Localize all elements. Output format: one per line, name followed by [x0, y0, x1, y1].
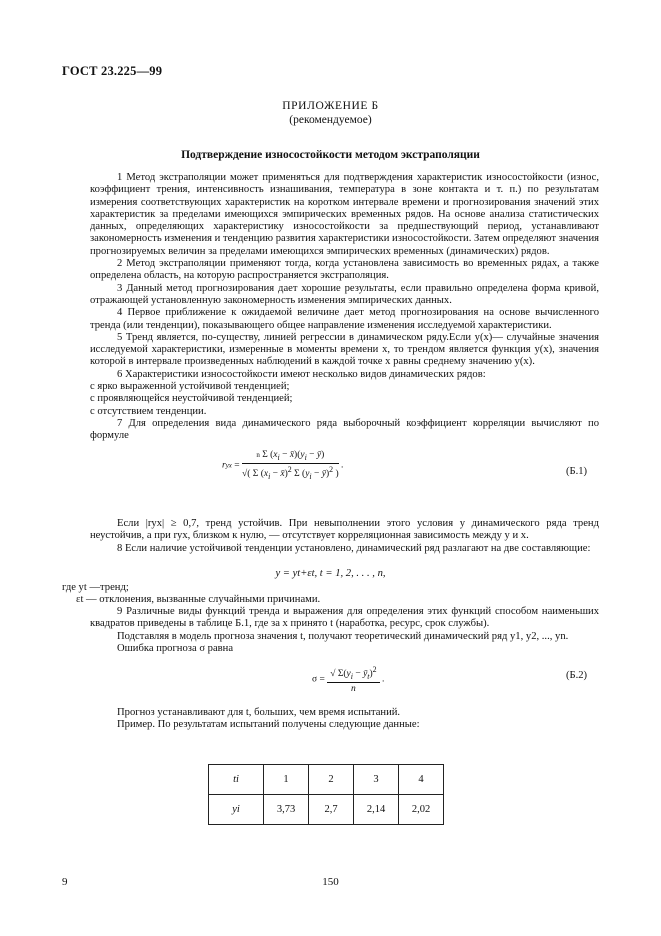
paragraph-9: 9 Различные виды функций тренда и выражения для определения этих функций способом наименьших квадратов приведены в таблице Б.1, где за x принято t (наработка, ресурс, срок службы). — [90, 606, 599, 630]
list-item: с отсутствием тенденции. — [90, 405, 207, 417]
paragraph-3: 3 Данный метод прогнозирования дает хорошие результаты, если правильно определена форма кривой, отражающей установленную закономерность изменения эмпирических данных. — [90, 282, 599, 306]
where-deviation: εt — отклонения, вызванные случайными причинами. — [76, 594, 321, 606]
appendix-title: ПРИЛОЖЕНИЕ Б — [282, 100, 379, 112]
body-block-3 — [62, 582, 599, 607]
table-cell: 2 — [309, 765, 354, 795]
table-row — [209, 765, 444, 795]
table-cell: 2,7 — [309, 795, 354, 825]
list-item: с ярко выраженной устойчивой тенденцией; — [90, 381, 290, 393]
formula-b2: σ = $\frac{√ \Sigma(y_i - ȳ_t)^2}{n}$ . — [312, 665, 385, 695]
paragraph-6: 6 Характеристики износостойкости имеют несколько видов динамических рядов: — [117, 368, 486, 380]
formula-b2-number: (Б.2) — [566, 670, 588, 681]
paragraph-1: 1 Метод экстраполяции может применяться для подтверждения характеристик износостойкости (износ, коэффициент трения, интенсивность изнашивания, температура в зоне контакта и т. п.) по результатам измерения соответствующих характеристик на коротком интервале времени и прогнозирования значений этих характеристик за пределами имеющихся эмпирических временных рядов. На основе анализа статистических данных, определяющих характеристику износостойкости за предшествующий период, устанавливают закономерность изменения и тенденцию развития характеристики износостойкости. Затем определяют значения прогнозируемых величин за пределами имеющихся эмпирических временных (динамических) рядов. — [90, 172, 599, 257]
table-row — [209, 795, 444, 825]
formula-decomposition: y = yt+εt, t = 1, 2, . . . , n, — [275, 568, 386, 579]
formula-b1-number: (Б.1) — [566, 466, 588, 477]
section-heading: Подтверждение износостойкости методом экстраполяции — [181, 149, 480, 161]
body-block-4 — [90, 606, 599, 655]
table-cell: 4 — [399, 765, 444, 795]
list-item: с проявляющейся неустойчивой тенденцией; — [90, 393, 293, 405]
table-cell: yi — [209, 795, 264, 825]
table-cell: ti — [209, 765, 264, 795]
where-trend: где yt —тренд; — [62, 582, 129, 593]
paragraph-10: Прогноз устанавливают для t, больших, чем время испытаний. — [117, 707, 401, 718]
paragraph-8: 8 Если наличие устойчивой тенденции установлено, динамический ряд разлагают на две составляющие: — [117, 542, 591, 554]
body-block-5 — [90, 707, 599, 732]
appendix-subtitle: (рекомендуемое) — [289, 114, 372, 126]
paragraph-7: 7 Для определения вида динамического ряда выборочный коэффициент корреляции вычисляют по формуле — [90, 417, 599, 442]
table-cell: 2,02 — [399, 795, 444, 825]
table-cell: 2,14 — [354, 795, 399, 825]
page-number: 150 — [322, 876, 339, 888]
paragraph-7b: Если |ryx| ≥ 0,7, тренд устойчив. При невыполнении этого условия у динамического ряда тренд неустойчив, а при ryx, близком к нулю, — отсутствует корреляционная зависимость между y и x. — [90, 518, 599, 542]
paragraph-9b: Подставляя в модель прогноза значения t, получают теоретический динамический ряд y1, y2, ..., yn. — [117, 630, 569, 642]
document-header: ГОСТ 23.225—99 — [62, 64, 163, 78]
table-cell: 1 — [264, 765, 309, 795]
formula-b1-fraction: $\frac{n \Sigma (x_i - x̄)(y_i - ȳ)}{√( \Sigma (x_i - x̄)^2 \Sigma (y_i - ȳ)^2 )}$ — [242, 450, 339, 481]
paragraph-2: 2 Метод экстраполяции применяют тогда, когда установлена зависимость во временных рядах, а также определена область, на которую распространяется экстраполяция. — [90, 258, 599, 282]
body-block-1 — [90, 172, 599, 443]
formula-b1: ryx = $\frac{n \Sigma (x_i - x̄)(y_i - ȳ)}{√( \Sigma (x_i - x̄)^2 \Sigma (y_i - ȳ)^2 )}$ . — [222, 450, 344, 481]
formula-b2-fraction: $\frac{√ \Sigma(y_i - ȳ_t)^2}{n}$ — [327, 665, 379, 694]
table-cell: 3,73 — [264, 795, 309, 825]
data-table — [208, 764, 444, 825]
paragraph-11: Пример. По результатам испытаний получены следующие данные: — [117, 719, 420, 731]
body-block-2 — [90, 518, 599, 555]
paragraph-5: 5 Тренд является, по-существу, линией регрессии в динамическом ряду.Если y(x)— случайные значения исследуемой характеристики, измеренные в моменты времени x, то трендом является функция y(x), значения которой в интервале произведенных наблюдений в каждой точке x равны среднему значению y(x). — [90, 331, 599, 368]
footer-left-number: 9 — [62, 876, 68, 888]
table-cell: 3 — [354, 765, 399, 795]
paragraph-4: 4 Первое приближение к ожидаемой величине дает метод прогнозирования на основе вычисленного тренда (или тенденции), показывающего общее направление изменения исследуемой характеристики. — [90, 307, 599, 331]
paragraph-9c: Ошибка прогноза σ равна — [117, 642, 234, 654]
